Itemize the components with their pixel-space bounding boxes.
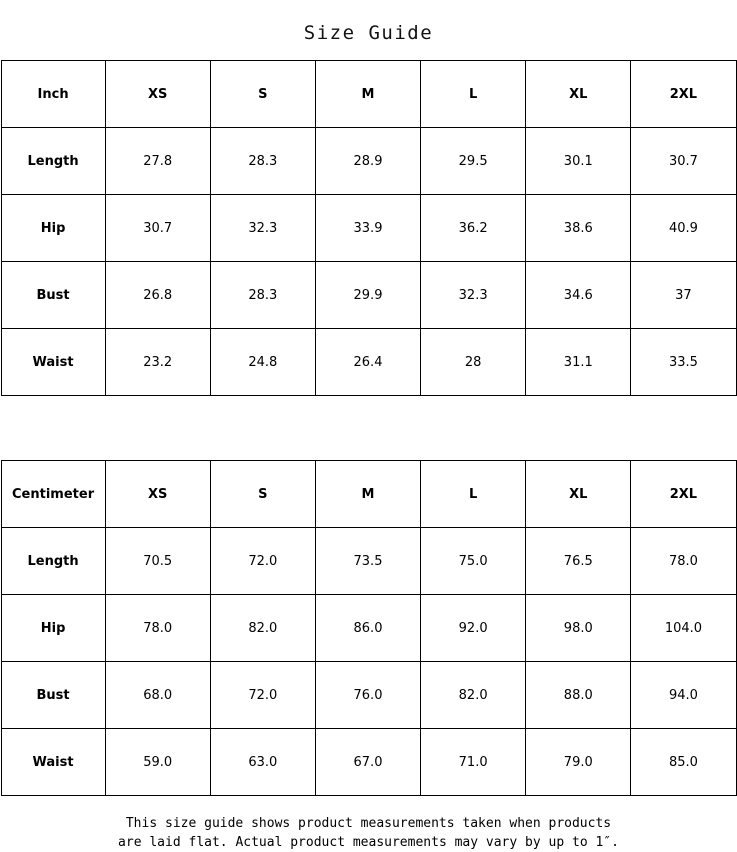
cell-bust-xl: 34.6 [526, 262, 631, 329]
cell-bust-l: 82.0 [421, 662, 526, 729]
cell-hip-s: 32.3 [210, 195, 315, 262]
unit-label: Centimeter [1, 461, 105, 528]
footnote-line-1: This size guide shows product measurements taken when products [125, 816, 612, 831]
cell-length-2xl: 78.0 [631, 528, 736, 595]
table-separator [1, 396, 737, 460]
cell-waist-xl: 79.0 [526, 729, 631, 796]
cell-hip-xl: 38.6 [526, 195, 631, 262]
table-row [1, 329, 736, 396]
footnote-line-2: are laid flat. Actual product measurements may vary by up to 1″. [118, 835, 619, 850]
cell-waist-2xl: 85.0 [631, 729, 736, 796]
cell-length-xl: 76.5 [526, 528, 631, 595]
cell-hip-l: 92.0 [421, 595, 526, 662]
size-table-inch [1, 60, 737, 396]
column-header-s: S [210, 461, 315, 528]
cell-length-xs: 27.8 [105, 128, 210, 195]
cell-hip-m: 33.9 [315, 195, 420, 262]
cell-hip-m: 86.0 [315, 595, 420, 662]
cell-waist-m: 26.4 [315, 329, 420, 396]
table-row [1, 128, 736, 195]
column-header-2xl: 2XL [631, 61, 736, 128]
cell-waist-xs: 59.0 [105, 729, 210, 796]
column-header-m: M [315, 61, 420, 128]
row-label-bust: Bust [1, 262, 105, 329]
cell-length-xl: 30.1 [526, 128, 631, 195]
column-header-l: L [421, 61, 526, 128]
table-row [1, 729, 736, 796]
cell-length-s: 72.0 [210, 528, 315, 595]
table-header-row [1, 61, 736, 128]
column-header-xs: XS [105, 461, 210, 528]
row-label-bust: Bust [1, 662, 105, 729]
cell-bust-l: 32.3 [421, 262, 526, 329]
cell-length-l: 29.5 [421, 128, 526, 195]
table-row [1, 662, 736, 729]
cell-bust-xs: 26.8 [105, 262, 210, 329]
cell-waist-l: 28 [421, 329, 526, 396]
table-row [1, 262, 736, 329]
cell-waist-l: 71.0 [421, 729, 526, 796]
cell-hip-s: 82.0 [210, 595, 315, 662]
size-table-centimeter [1, 460, 737, 796]
cell-hip-xs: 78.0 [105, 595, 210, 662]
cell-hip-xs: 30.7 [105, 195, 210, 262]
cell-hip-2xl: 104.0 [631, 595, 736, 662]
cell-hip-2xl: 40.9 [631, 195, 736, 262]
footnote [0, 796, 737, 852]
cell-hip-xl: 98.0 [526, 595, 631, 662]
cell-waist-s: 24.8 [210, 329, 315, 396]
page-title: Size Guide [303, 22, 434, 44]
table-header-row [1, 461, 736, 528]
cell-hip-l: 36.2 [421, 195, 526, 262]
cell-bust-xl: 88.0 [526, 662, 631, 729]
table-row [1, 595, 736, 662]
cell-bust-2xl: 37 [631, 262, 736, 329]
cell-length-m: 28.9 [315, 128, 420, 195]
column-header-xl: XL [526, 61, 631, 128]
cell-bust-s: 72.0 [210, 662, 315, 729]
column-header-m: M [315, 461, 420, 528]
cell-bust-s: 28.3 [210, 262, 315, 329]
table-row [1, 528, 736, 595]
cell-length-s: 28.3 [210, 128, 315, 195]
row-label-length: Length [1, 528, 105, 595]
row-label-waist: Waist [1, 329, 105, 396]
cell-length-xs: 70.5 [105, 528, 210, 595]
cell-bust-xs: 68.0 [105, 662, 210, 729]
column-header-s: S [210, 61, 315, 128]
cell-waist-xl: 31.1 [526, 329, 631, 396]
column-header-l: L [421, 461, 526, 528]
row-label-length: Length [1, 128, 105, 195]
cell-waist-s: 63.0 [210, 729, 315, 796]
cell-waist-m: 67.0 [315, 729, 420, 796]
unit-label: Inch [1, 61, 105, 128]
column-header-2xl: 2XL [631, 461, 736, 528]
cell-length-l: 75.0 [421, 528, 526, 595]
column-header-xs: XS [105, 61, 210, 128]
cell-length-m: 73.5 [315, 528, 420, 595]
cell-length-2xl: 30.7 [631, 128, 736, 195]
cell-bust-2xl: 94.0 [631, 662, 736, 729]
row-label-hip: Hip [1, 195, 105, 262]
cell-bust-m: 29.9 [315, 262, 420, 329]
cell-bust-m: 76.0 [315, 662, 420, 729]
row-label-hip: Hip [1, 595, 105, 662]
cell-waist-xs: 23.2 [105, 329, 210, 396]
row-label-waist: Waist [1, 729, 105, 796]
column-header-xl: XL [526, 461, 631, 528]
cell-waist-2xl: 33.5 [631, 329, 736, 396]
table-row [1, 195, 736, 262]
